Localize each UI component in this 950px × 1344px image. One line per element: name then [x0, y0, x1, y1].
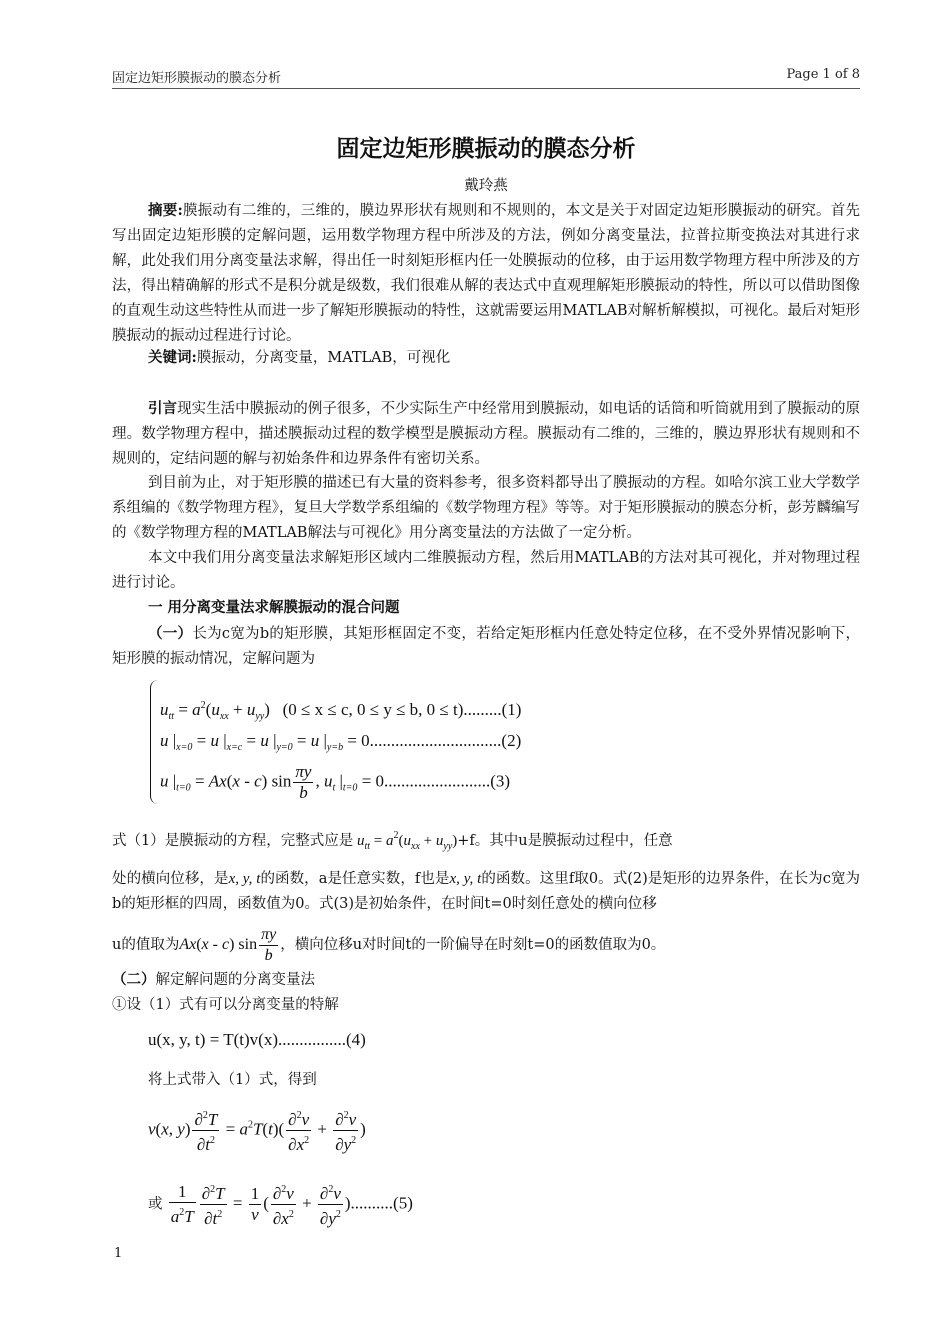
variable-explanation: 处的横向位移，是x, y, t的函数，a是任意实数，f也是x, y, t的函数。这里f取0。式(2)是矩形的边界条件，在长为c宽为b的矩形框的四周，函数值为0。式(3)是初始条件，在时间t=0时刻任意处的横向位移	[112, 871, 861, 912]
equation-3: u $|_{t=0} = Ax(x - c)$ sin $\frac{\pi y}{b}$ , $u_t$ $|_{t=0} = 0.........................(3)$	[160, 762, 511, 802]
keywords	[112, 345, 860, 371]
author: 戴玲燕	[464, 178, 508, 194]
abstract-label: 摘要:	[148, 202, 183, 219]
intro-paragraph-3: 本文中我们用分离变量法求解矩形区域内二维膜振动方程，然后用MATLAB的方法对其可视化，并对物理过程进行讨论。	[112, 550, 860, 591]
equation-2: u $|_{x=0} = u$ $|_{x=c} = u$ $|_{y=0} = u$ $|_{y=b} = 0...............................(2)$	[160, 731, 522, 753]
equation-1: $u_{tt} = a^2(u_{xx} + u_{yy}) (0 \le x \le c$, 0 ≤ y ≤ b, 0 ≤ t).........(1)	[160, 700, 522, 722]
intro-paragraph-2: 到目前为止，对于矩形膜的描述已有大量的资料参考，很多资料都导出了膜振动的方程。如哈尔滨工业大学数学系组编的《数学物理方程》，复旦大学数学系组编的《数学物理方程》等等。对于矩形膜振动的膜态分析，彭芳麟编写的《数学物理方程的MATLAB解法与可视化》用分离变量法的方法做了一定分析。	[112, 475, 860, 541]
subsection-1-intro: （一）长为c宽为b的矩形膜，其矩形框固定不变，若给定矩形框内任意处特定位移，在不受外界情况影响下，矩形膜的振动情况，定解问题为	[112, 625, 861, 667]
step-1: ①设（1）式有可以分离变量的特解	[112, 997, 339, 1013]
page-number: 1	[114, 1246, 123, 1261]
page-counter: Page 1 of 8	[786, 67, 860, 82]
keywords-text: 膜振动，分离变量，MATLAB，可视化	[196, 350, 451, 366]
running-header-title: 固定边矩形膜振动的膜态分析	[112, 71, 282, 86]
header-rule	[112, 88, 860, 89]
intro-label: 引言	[148, 400, 178, 417]
equation-5: 或 $\frac{1}{a^2T}$ $\frac{\partial^2T}{\partial t^2}$ = $\frac{1}{v}$ ( $\frac{\partial^2v}{\partial x^2}$ + $\frac{\partial^2v}{\partial y^2}$ )..........(5)	[148, 1182, 413, 1228]
full-equation-line: 式（1）是膜振动的方程，完整式应是 $u_{tt} = a^2(u_{xx} + u_{yy})+f$。其中u是膜振动过程中，任意	[112, 830, 673, 852]
initial-condition-line: u的值取为Ax(x - c) sin $\frac{\pi y}{b}$ ，横向位移u对时间t的一阶偏导在时刻t=0的函数值取为0。	[112, 926, 666, 964]
pde-separated: v(x, y) $\frac{\partial^2T}{\partial t^2}$ = $a^2T(t)$( $\frac{\partial^2v}{\partial x^2}$ + $\frac{\partial^2v}{\partial y^2}$ )	[148, 1106, 366, 1155]
substitute-text: 将上式带入（1）式，得到	[148, 1072, 317, 1088]
section-heading: 一 用分离变量法求解膜振动的混合问题	[148, 600, 400, 616]
keywords-label: 关键词:	[148, 349, 197, 366]
subsection-2-heading: （二）解定解问题的分离变量法	[112, 971, 315, 988]
abstract-text: 膜振动有二维的，三维的，膜边界形状有规则和不规则的，本文是关于对固定边矩形膜振动的研究。首先写出固定边矩形膜的定解问题，运用数学物理方程中所涉及的方法，例如分离变量法，拉普拉斯变换法对其进行求解，此处我们用分离变量法求解，得出任一时刻矩形框内任一处膜振动的位移，由于运用数学物理方程中所涉及的方法，得出精确解的形式不是积分就是级数，我们很难从解的表达式中直观理解矩形膜振动的特性，所以可以借助图像的直观生动这些特性从而进一步了解矩形膜振动的特性，这就需要运用MATLAB对解析解模拟，可视化。最后对矩形膜振动的振动过程进行讨论。	[112, 203, 860, 344]
equation-4: u(x, y, t) = T(t)v(x)................(4)	[148, 1030, 366, 1049]
equation-brace	[150, 680, 159, 804]
paper-title: 固定边矩形膜振动的膜态分析	[336, 136, 636, 162]
intro-paragraph-1: 引言现实生活中膜振动的例子很多，不少实际生产中经常用到膜振动，如电话的话筒和听筒就用到了膜振动的原理。数学物理方程中，描述膜振动过程的数学模型是膜振动方程。膜振动有二维的，三维的，膜边界形状有规则和不规则的，定结问题的解与初始条件和边界条件有密切关系。	[112, 400, 860, 467]
abstract	[112, 198, 860, 349]
